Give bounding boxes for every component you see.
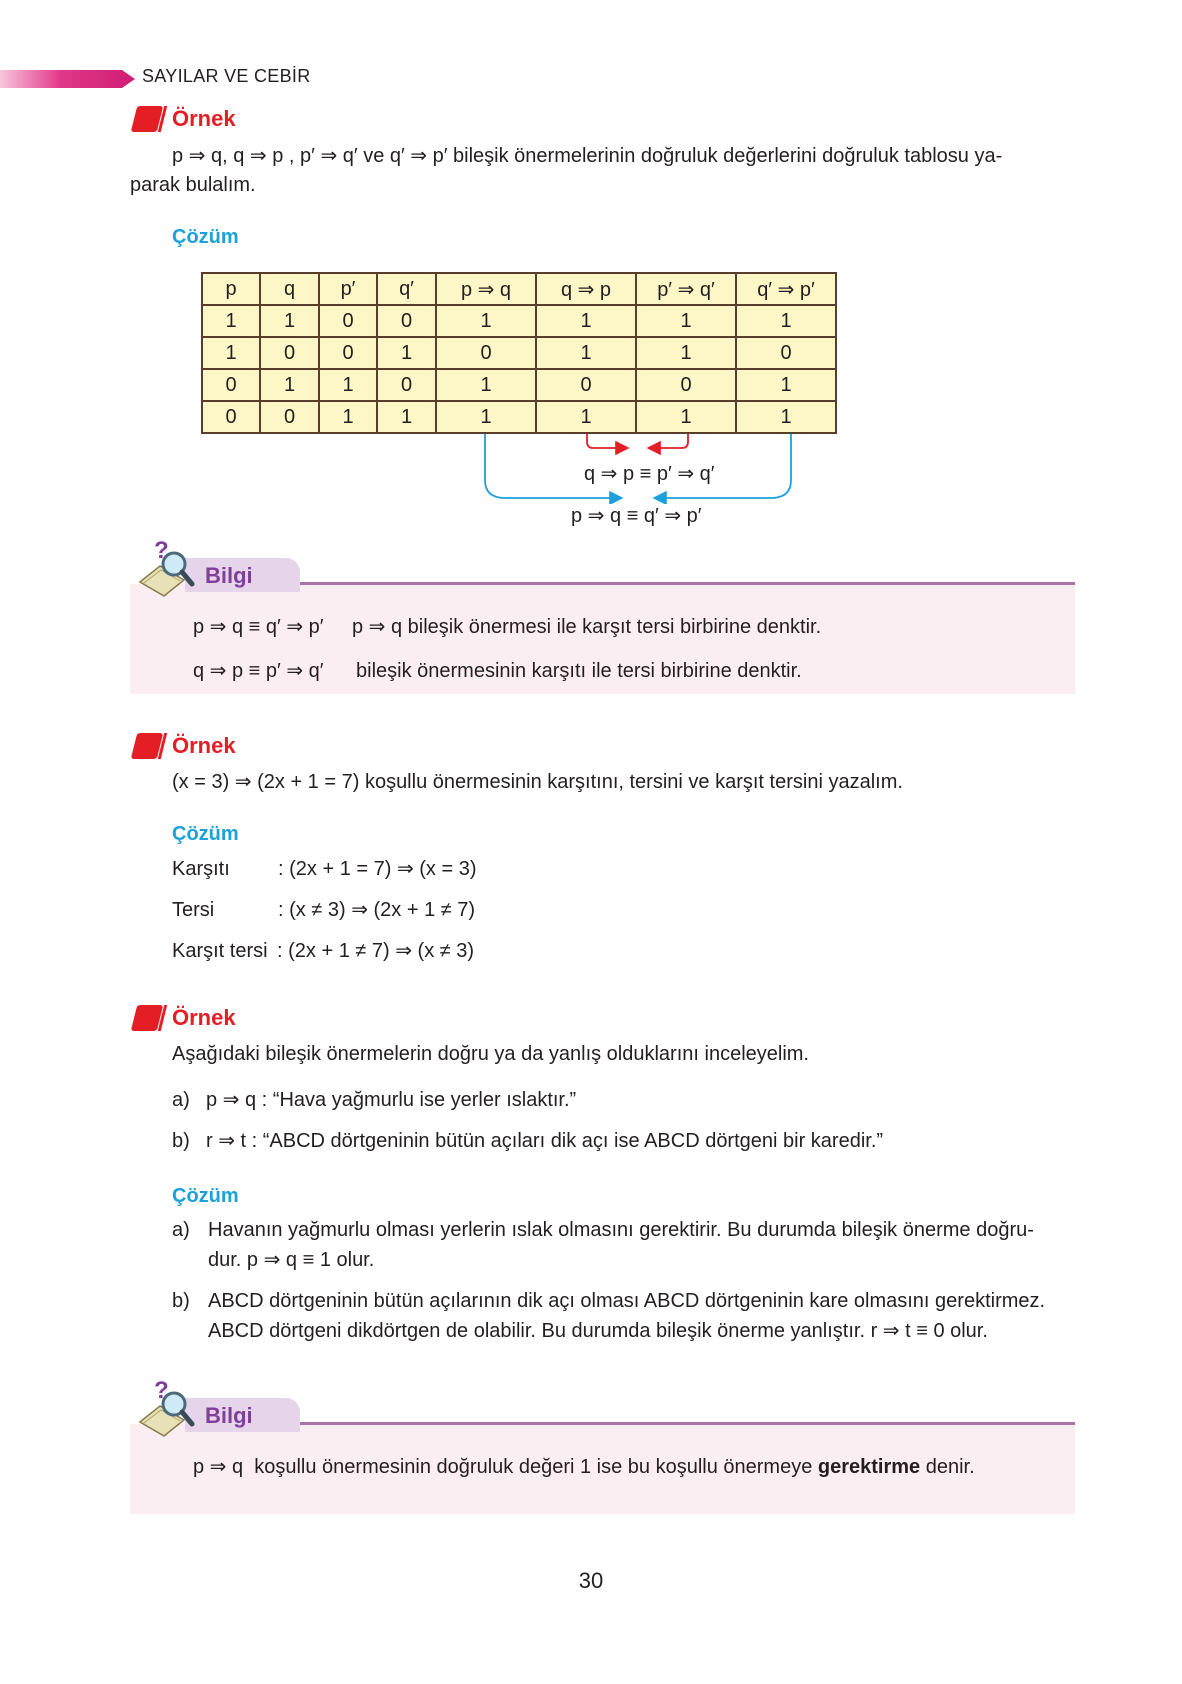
table-cell: 1: [377, 401, 436, 433]
example-text-line: parak bulalım.: [130, 174, 256, 196]
info-term: gerektirme: [817, 1456, 921, 1478]
info-label: Bilgi: [205, 1403, 253, 1428]
table-cell: 0: [260, 401, 319, 433]
list-marker: b): [172, 1290, 190, 1312]
table-row: [202, 369, 836, 401]
info-text: bileşik önermesinin karşıtı ile tersi birbirine denktir.: [356, 660, 802, 682]
info-formula: q ⇒ p ≡ p′ ⇒ q′: [193, 660, 324, 682]
table-cell: 1: [736, 305, 836, 337]
example-icon: [130, 1005, 160, 1031]
equivalence-formula: q ⇒ p ≡ p′ ⇒ q′: [584, 463, 715, 485]
table-cell: 1: [436, 369, 536, 401]
list-marker: a): [172, 1089, 190, 1111]
table-cell: 1: [536, 337, 636, 369]
info-text-part: p ⇒ q koşullu önermesinin doğruluk değeri 1 ise bu koşullu önermeye: [193, 1456, 818, 1478]
magnifier-book-icon: [136, 536, 198, 598]
table-row: [202, 337, 836, 369]
list-item: p ⇒ q : “Hava yağmurlu ise yerler ıslaktır.”: [206, 1089, 577, 1111]
example-label: Örnek: [172, 733, 236, 758]
table-row: [202, 401, 836, 433]
info-text: [193, 1453, 975, 1481]
solution-row-value: : (2x + 1 = 7) ⇒ (x = 3): [278, 858, 477, 880]
truth-table: [201, 272, 837, 434]
solution-label: Çözüm: [172, 823, 239, 845]
table-cell: 0: [736, 337, 836, 369]
solution-row-name: Tersi: [172, 899, 215, 921]
list-item: r ⇒ t : “ABCD dörtgeninin bütün açıları dik açı ise ABCD dörtgeni bir karedir.”: [206, 1130, 884, 1152]
info-box-rule: [300, 582, 1075, 585]
table-cell: 1: [536, 401, 636, 433]
table-header-cell: q′ ⇒ p′: [736, 273, 836, 305]
table-cell: 1: [636, 305, 736, 337]
solution-row-value: : (2x + 1 ≠ 7) ⇒ (x ≠ 3): [277, 940, 475, 962]
solution-label: Çözüm: [172, 226, 239, 248]
solution-label: Çözüm: [172, 1185, 239, 1207]
example-text-line: Aşağıdaki bileşik önermelerin doğru ya da yanlış olduklarını inceleyelim.: [172, 1043, 809, 1065]
table-cell: 1: [319, 401, 377, 433]
example-heading: [130, 1003, 330, 1033]
answer-line: ABCD dörtgeni dikdörtgen de olabilir. Bu durumda bileşik önerme yanlıştır. r ⇒ t ≡ 0 olur.: [208, 1320, 988, 1342]
answer-line: ABCD dörtgeninin bütün açılarının dik açı olması ABCD dörtgeninin kare olmasını gerektirmez.: [208, 1290, 1046, 1312]
equivalence-formula: p ⇒ q ≡ q′ ⇒ p′: [571, 505, 702, 527]
header-accent-bar: [0, 70, 135, 88]
list-marker: a): [172, 1219, 190, 1241]
red-arrow-left: [587, 434, 626, 448]
table-cell: 0: [377, 369, 436, 401]
table-cell: 0: [319, 305, 377, 337]
svg-text:?: ?: [154, 1377, 169, 1404]
table-cell: 1: [736, 401, 836, 433]
table-cell: 0: [319, 337, 377, 369]
answer-line: dur. p ⇒ q ≡ 1 olur.: [208, 1249, 375, 1271]
example-heading: [130, 731, 330, 761]
info-text-part: denir.: [920, 1456, 975, 1478]
section-title: SAYILAR VE CEBİR: [142, 66, 311, 86]
table-header-cell: p′ ⇒ q′: [636, 273, 736, 305]
solution-row-value: : (x ≠ 3) ⇒ (2x + 1 ≠ 7): [278, 899, 476, 921]
table-cell: 1: [319, 369, 377, 401]
example-text-line: p ⇒ q, q ⇒ p , p′ ⇒ q′ ve q′ ⇒ p′ bileşik önermelerinin doğruluk değerlerini doğruluk tablosu ya-: [172, 145, 1003, 167]
table-cell: 0: [436, 337, 536, 369]
table-header-cell: p: [202, 273, 260, 305]
table-header-cell: p ⇒ q: [436, 273, 536, 305]
page-number: 30: [578, 1568, 604, 1593]
info-text: p ⇒ q bileşik önermesi ile karşıt tersi birbirine denktir.: [352, 616, 822, 638]
example-label: Örnek: [172, 1005, 236, 1030]
table-cell: 1: [202, 337, 260, 369]
solution-row-name: Karşıt tersi: [172, 940, 268, 962]
list-marker: b): [172, 1130, 190, 1152]
example-text-line: (x = 3) ⇒ (2x + 1 = 7) koşullu önermesinin karşıtını, tersini ve karşıt tersini yazalım.: [172, 771, 903, 793]
table-header-cell: q: [260, 273, 319, 305]
solution-row-name: Karşıtı: [172, 858, 230, 880]
example-heading: [130, 104, 330, 134]
table-cell: 0: [202, 369, 260, 401]
table-header-cell: p′: [319, 273, 377, 305]
table-cell: 1: [736, 369, 836, 401]
table-cell: 1: [436, 401, 536, 433]
table-cell: 1: [436, 305, 536, 337]
red-arrow-right: [650, 434, 688, 448]
table-cell: 1: [260, 369, 319, 401]
magnifier-book-icon: [136, 1376, 198, 1438]
info-label: Bilgi: [205, 563, 253, 588]
example-icon: [130, 733, 160, 759]
table-cell: 0: [536, 369, 636, 401]
table-cell: 1: [636, 401, 736, 433]
table-cell: 1: [202, 305, 260, 337]
example-label: Örnek: [172, 106, 236, 131]
info-formula: p ⇒ q ≡ q′ ⇒ p′: [193, 616, 324, 638]
table-cell: 1: [636, 337, 736, 369]
table-header-cell: q ⇒ p: [536, 273, 636, 305]
info-box-rule: [300, 1422, 1075, 1425]
svg-text:?: ?: [154, 537, 169, 564]
table-row: [202, 305, 836, 337]
table-cell: 1: [260, 305, 319, 337]
table-cell: 0: [260, 337, 319, 369]
table-cell: 1: [536, 305, 636, 337]
example-icon: [130, 106, 160, 132]
answer-line: Havanın yağmurlu olması yerlerin ıslak olmasını gerektirir. Bu durumda bileşik önerme doğru-: [208, 1219, 1034, 1241]
table-cell: 0: [377, 305, 436, 337]
table-header-row: [202, 273, 836, 305]
table-cell: 1: [377, 337, 436, 369]
table-cell: 0: [202, 401, 260, 433]
table-header-cell: q′: [377, 273, 436, 305]
table-cell: 0: [636, 369, 736, 401]
